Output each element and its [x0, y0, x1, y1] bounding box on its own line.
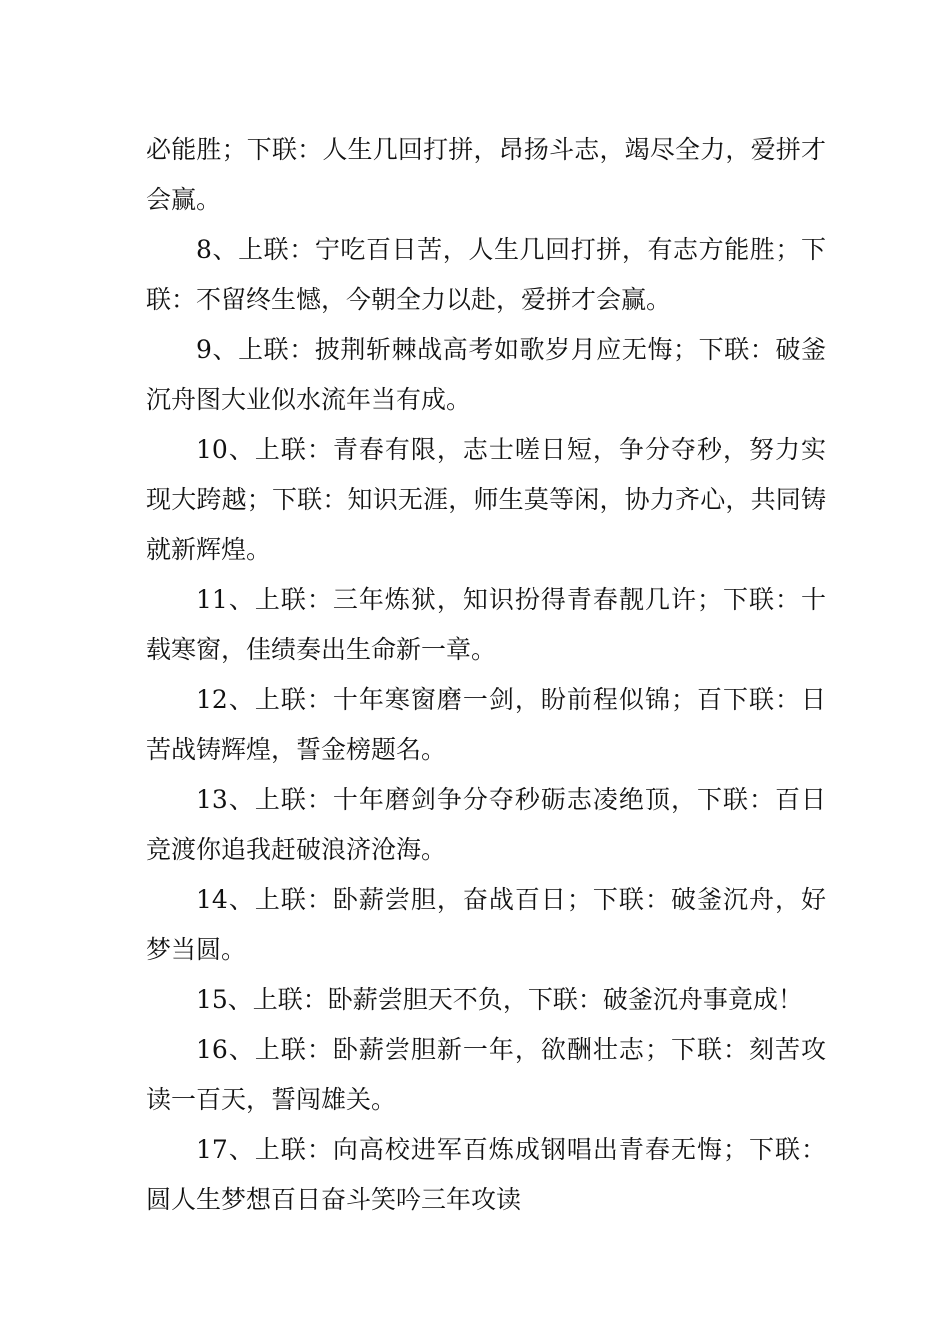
document-body — [146, 125, 826, 1225]
paragraph-continuation: 必能胜；下联：人生几回打拼，昂扬斗志，竭尽全力，爱拼才会赢。 — [146, 135, 826, 214]
paragraph-couplet-13: 13、上联：十年磨剑争分夺秒砺志凌绝顶，下联：百日竞渡你追我赶破浪济沧海。 — [146, 785, 826, 864]
paragraph-couplet-10: 10、上联：青春有限，志士嗟日短，争分夺秒，努力实现大跨越；下联：知识无涯，师生莫等闲，协力齐心，共同铸就新辉煌。 — [146, 435, 826, 564]
paragraph-couplet-12: 12、上联：十年寒窗磨一剑，盼前程似锦；百下联：日苦战铸辉煌，誓金榜题名。 — [146, 685, 826, 764]
paragraph-couplet-16: 16、上联：卧薪尝胆新一年，欲酬壮志；下联：刻苦攻读一百天，誓闯雄关。 — [146, 1035, 826, 1114]
paragraph-couplet-9: 9、上联：披荆斩棘战高考如歌岁月应无悔；下联：破釜沉舟图大业似水流年当有成。 — [146, 335, 826, 414]
paragraph-couplet-8: 8、上联：宁吃百日苦，人生几回打拼，有志方能胜；下联：不留终生憾，今朝全力以赴，爱拼才会赢。 — [146, 235, 826, 314]
paragraph-couplet-17: 17、上联：向高校进军百炼成钢唱出青春无悔；下联：圆人生梦想百日奋斗笑吟三年攻读 — [146, 1135, 826, 1214]
paragraph-couplet-15: 15、上联：卧薪尝胆天不负，下联：破釜沉舟事竟成！ — [196, 985, 803, 1014]
paragraph-couplet-11: 11、上联：三年炼狱，知识扮得青春靓几许；下联：十载寒窗，佳绩奏出生命新一章。 — [146, 585, 826, 664]
paragraph-couplet-14: 14、上联：卧薪尝胆，奋战百日；下联：破釜沉舟，好梦当圆。 — [146, 885, 826, 964]
